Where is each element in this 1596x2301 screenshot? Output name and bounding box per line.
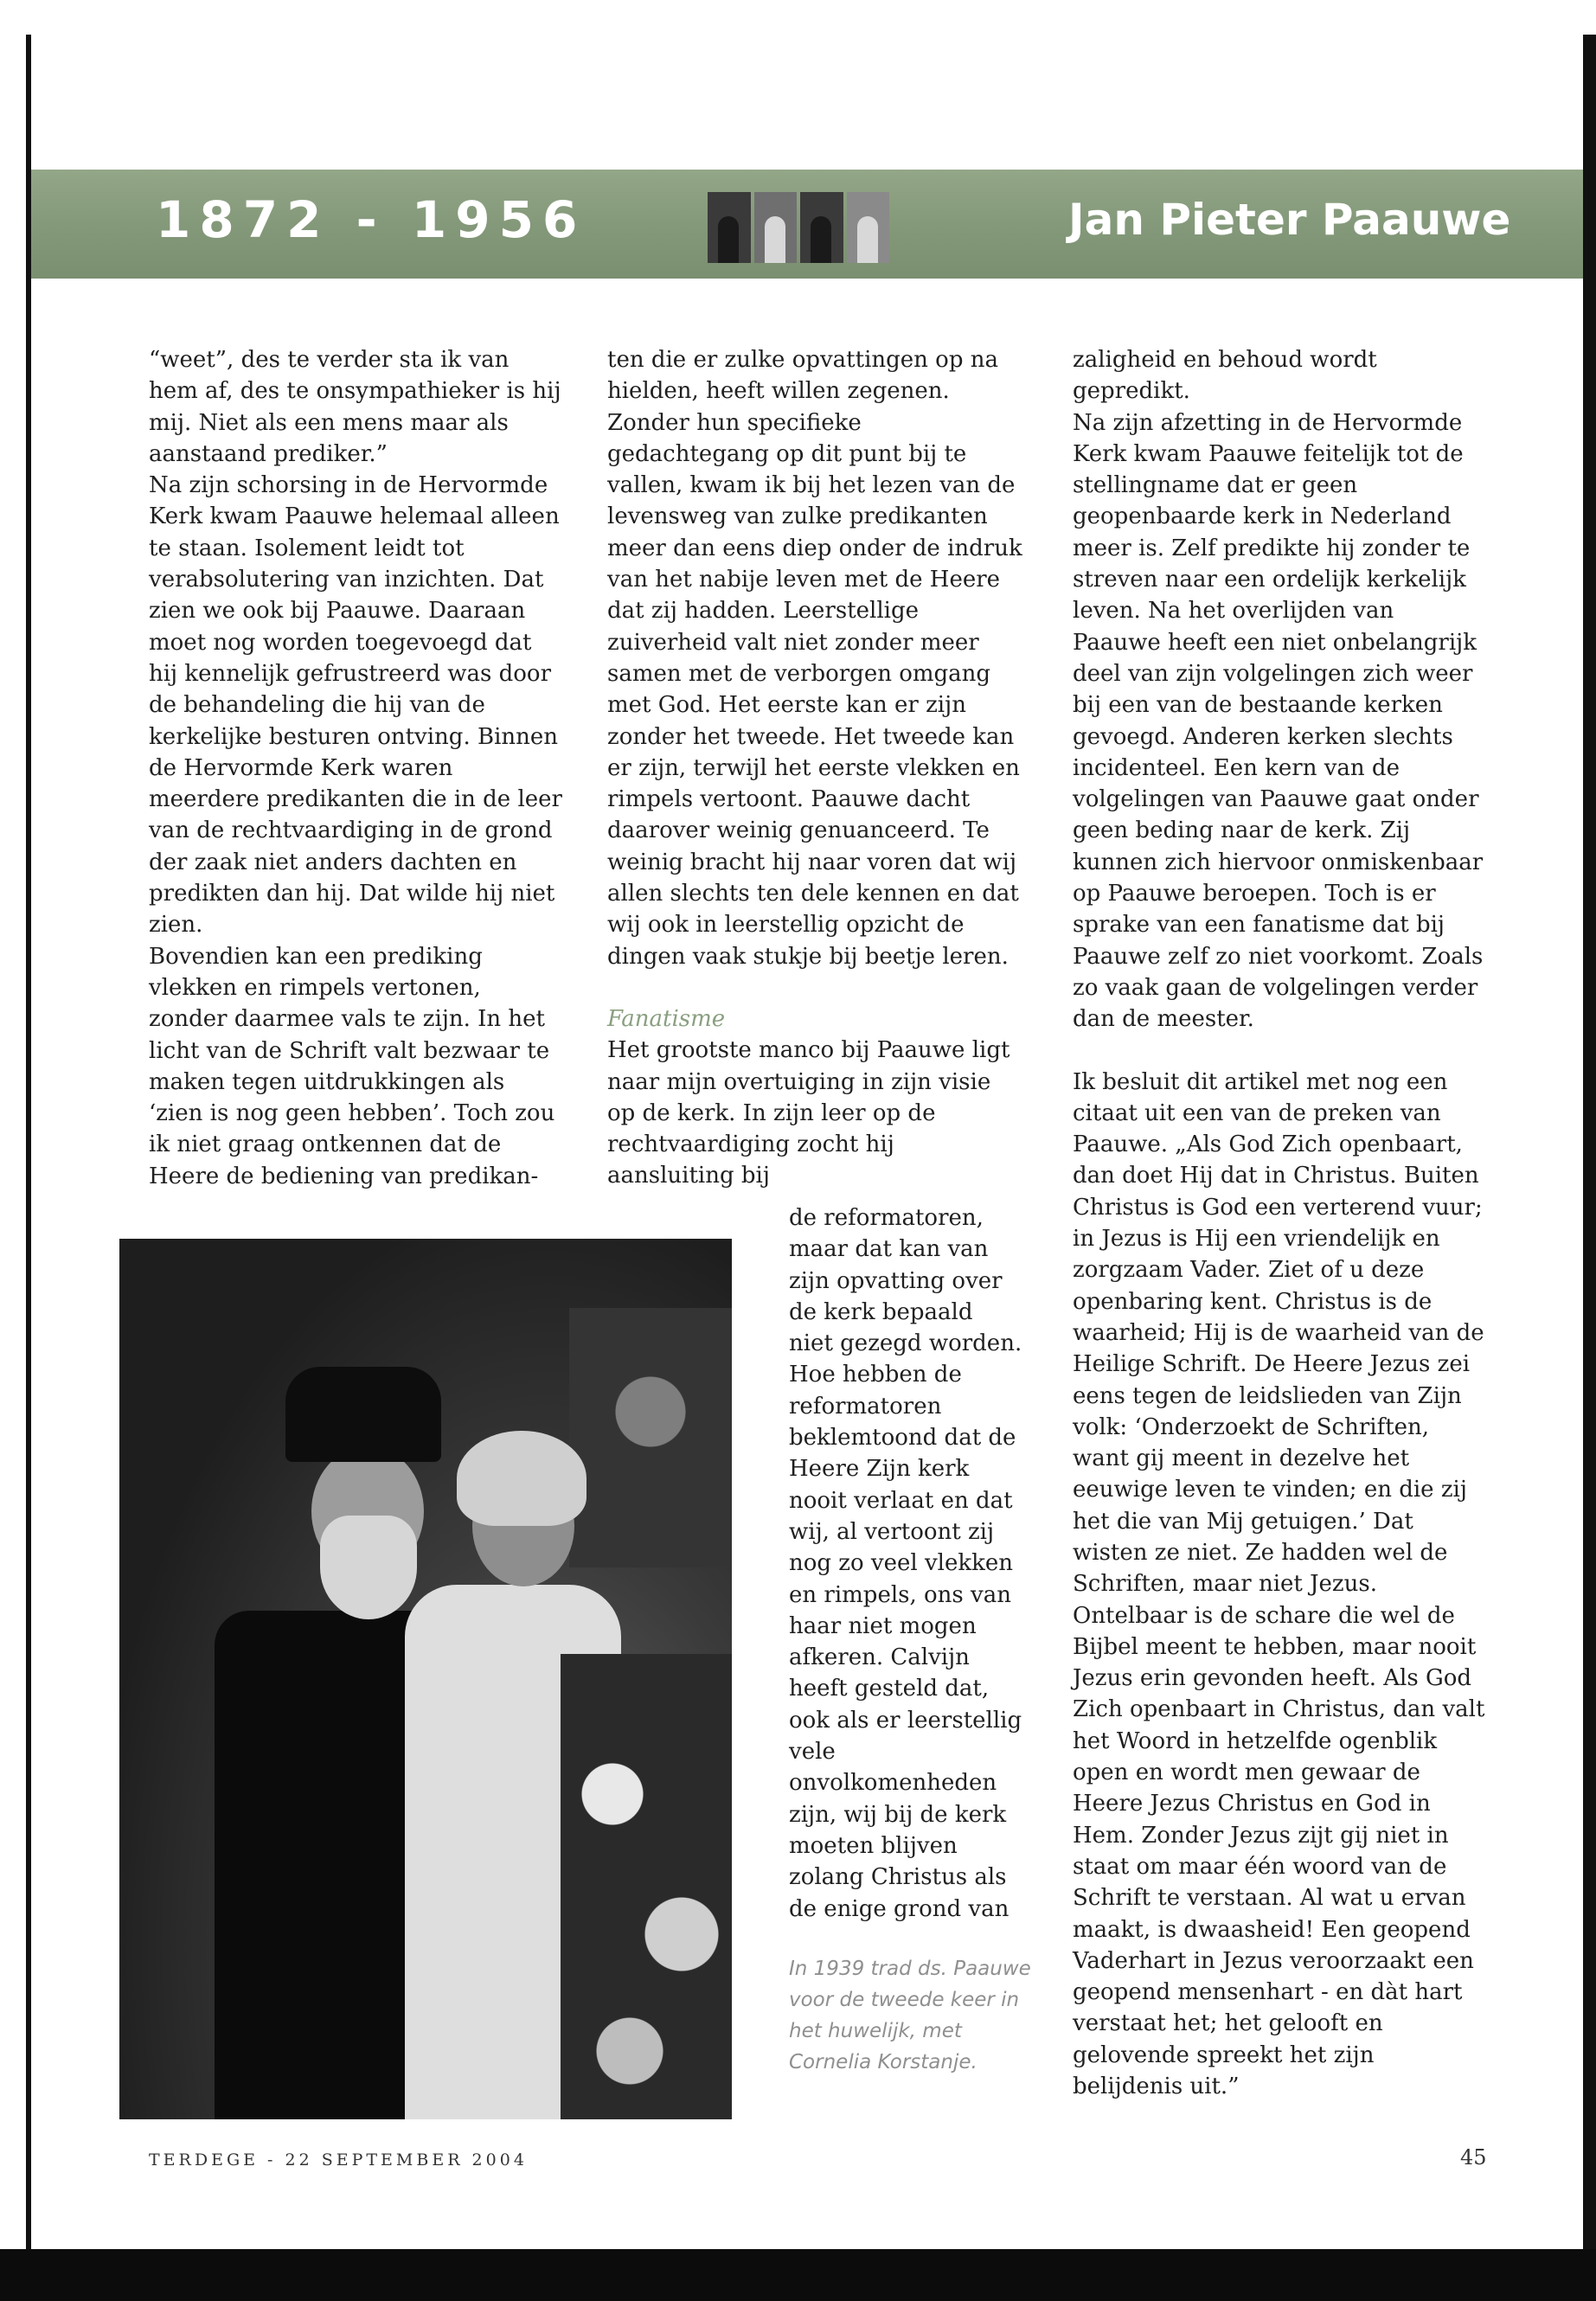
article-column-2 (607, 344, 1022, 1192)
article-column-3 (1073, 344, 1488, 2102)
header-photo-strip (708, 192, 889, 263)
couple-photo (119, 1239, 732, 2119)
article-paragraph: Na zijn afzetting in de Hervormde Kerk kwam Paauwe feitelijk tot de stellingname dat er geen geopenbaarde kerk in Nederland meer is. Zelf predikte hij zonder te streven naar een ordelijk kerkelijk leven. Na het overlijden van Paauwe heeft een niet onbelangrijk deel van zijn volgelingen zich weer bij een van de bestaande kerken gevoegd. Anderen kerken slechts incidenteel. Een kern van de volgelingen van Paauwe gaat onder geen beding naar de kerk. Zij kunnen zich hiervoor onmiskenbaar op Paauwe beroepen. Toch is er sprake van een fanatisme dat bij Paauwe zelf zo niet voorkomt. Zoals zo vaak gaan de volgelingen verder dan de meester. (1073, 409, 1484, 1033)
header-years: 1872 - 1956 (156, 190, 586, 249)
article-paragraph: Ik besluit dit artikel met nog een citaat uit een van de preken van Paauwe. „Als God Zich openbaart, dan doet Hij dat in Christus. Buiten Christus is God een verterend vuur; in Jezus is Hij een vriendelijk en zorgzaam Vader. Ziet of u deze openbaring kent. Christus is de waarheid; Hij is de waarheid van de Heilige Schrift. De Heere Jezus zei eens tegen de leidslieden van Zijn volk: ‘Onderzoekt de Schriften, want gij meent in dezelve het eeuwige leven te vinden; en die zij het die van Mij getuigen.’ Dat wisten ze niet. Ze hadden wel de Schriften, maar niet Jezus. Ontelbaar is de schare die wel de Bijbel meent te hebben, maar nooit Jezus erin gevonden heeft. Als God Zich openbaart in Christus, dan valt het Woord in hetzelfde ogenblik open en wordt men gewaar de Heere Jezus Christus en God in Hem. Zonder Jezus zijt gij niet in staat om maar één woord van de Schrift te verstaan. Al wat u ervan maakt, is dwaasheid! Een geopend Vaderhart in Jezus veroorzaakt een geopend mensenhart - en dàt hart verstaat het; het gelooft en gelovende spreekt het zijn belijdenis uit.” (1073, 1068, 1485, 2100)
page-top-margin (0, 0, 1596, 35)
publication-footer: TERDEGE - 22 SEPTEMBER 2004 (149, 2150, 528, 2170)
header-thumbnail (754, 192, 798, 263)
article-column-2-continued (789, 1202, 1022, 1925)
page-number: 45 (1460, 2145, 1487, 2170)
article-paragraph: de reformatoren, maar dat kan van zijn opvatting over de kerk bepaald niet gezegd worden. Hoe hebben de reformatoren beklemtoond dat de Heere Zijn kerk nooit verlaat en dat wij, al vertoont zij nog zo veel vlekken en rimpels, ons van haar niet mogen afkeren. Calvijn heeft gesteld dat, ook als er leerstellig vele onvolkomenheden zijn, wij bij de kerk moeten blijven zolang Christus als de enige grond van (789, 1205, 1022, 1922)
article-paragraph: zaligheid en behoud wordt gepredikt. (1073, 347, 1377, 405)
section-subheading: Fanatisme (607, 1005, 726, 1032)
article-paragraph: Het grootste manco bij Paauwe ligt naar mijn overtuiging in zijn visie op de kerk. In zijn leer op de rechtvaardiging zocht hij aansluiting bij (607, 1037, 1010, 1189)
article-paragraph: “weet”, des te verder sta ik van hem af, des te onsympathieker is hij mij. Niet als een mens maar als aanstaand prediker.” (149, 347, 561, 467)
photo-caption: In 1939 trad ds. Paauwe voor de tweede keer in het huwelijk, met Cornelia Korstanje. (789, 1958, 1031, 2073)
header-thumbnail (847, 192, 890, 263)
article-column-1 (149, 344, 564, 1192)
article-paragraph: ten die er zulke opvattingen op na hielden, heeft willen zegenen. Zonder hun specifieke gedachtegang op dit punt bij te vallen, kwam ik bij het lezen van de levensweg van zulke predikanten meer dan eens diep onder de indruk van het nabije leven met de Heere dat zij hadden. Leerstellige zuiverheid valt niet zonder meer samen met de verborgen omgang met God. Het eerste kan er zijn zonder het tweede. Het tweede kan er zijn, terwijl het eerste vlekken en rimpels vertoont. Paauwe dacht daarover weinig genuanceerd. Te weinig bracht hij naar voren dat wij allen slechts ten dele kennen en dat wij ook in leerstellig opzicht de dingen vaak stukje bij beetje leren. (607, 347, 1022, 970)
header-name: Jan Pieter Paauwe (1068, 195, 1511, 245)
article-paragraph: Bovendien kan een prediking vlekken en rimpels vertonen, zonder daarmee vals te zijn. In het licht van de Schrift valt bezwaar te maken tegen uitdrukkingen als ‘zien is nog geen hebben’. Toch zou ik niet graag ontkennen dat de Heere de bediening van predikan- (149, 943, 555, 1189)
scan-left-edge (26, 35, 31, 2249)
scan-right-edge (1583, 35, 1596, 2249)
article-paragraph: Na zijn schorsing in de Hervormde Kerk kwam Paauwe helemaal alleen te staan. Isolement leidt tot verabsolutering van inzichten. Dat zien we ook bij Paauwe. Daaraan moet nog worden toegevoegd dat hij kennelijk gefrustreerd was door de behandeling die hij van de kerkelijke besturen ontving. Binnen de Hervormde Kerk waren meerdere predikanten die in de leer van de rechtvaardiging in de grond der zaak niet anders dachten en predikten dan hij. Dat wilde hij niet zien. (149, 472, 562, 939)
header-thumbnail (708, 192, 751, 263)
scan-bottom-edge (0, 2249, 1596, 2301)
header-thumbnail (800, 192, 843, 263)
